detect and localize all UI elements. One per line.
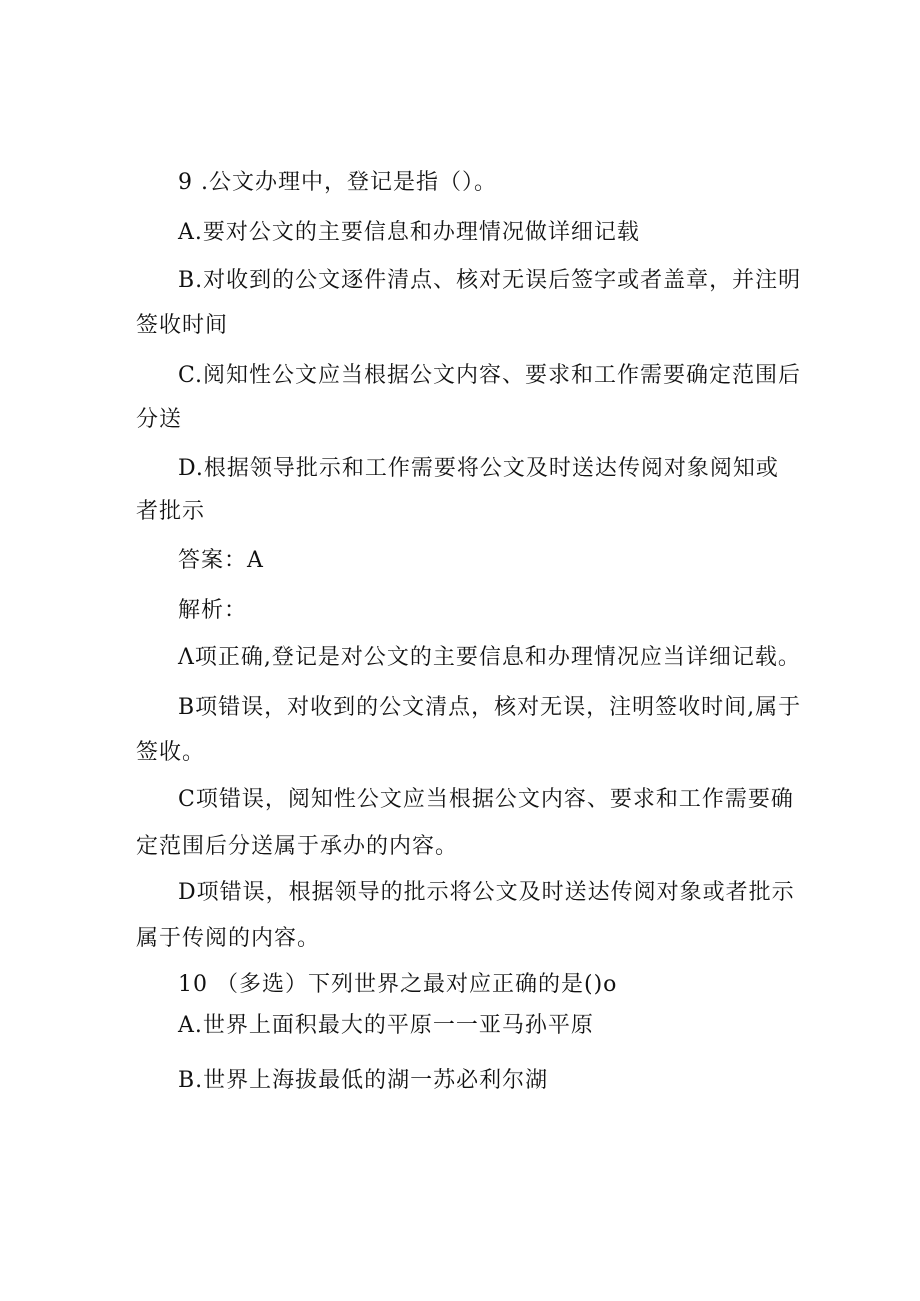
question-9-analysis-c-line-2: 定范围后分送属于承办的内容。: [136, 834, 459, 859]
question-9-analysis-a: Λ项正确,登记是对公文的主要信息和办理情况应当详细记载。: [178, 645, 801, 670]
question-9-answer: 答案：A: [178, 548, 264, 573]
question-9-option-d-line-2: 者批示: [136, 499, 206, 524]
question-9-stem: 9 .公文办理中，登记是指（）。: [178, 170, 497, 195]
question-9-analysis-d-line-2: 属于传阅的内容。: [136, 926, 321, 951]
question-9-option-c-line-2: 分送: [136, 407, 183, 432]
question-9-option-a: A.要对公文的主要信息和办理情况做详细记载: [178, 220, 640, 245]
question-9-analysis-b-line-2: 签收。: [136, 740, 206, 765]
question-9-analysis-label: 解析：: [178, 598, 248, 623]
question-9-analysis-d-line-1: D项错误，根据领导的批示将公文及时送达传阅对象或者批示: [178, 880, 795, 905]
question-9-analysis-b-line-1: B项错误，对收到的公文清点，核对无误，注明签收时间,属于: [178, 695, 802, 720]
question-9-analysis-c-line-1: C项错误，阅知性公文应当根据公文内容、要求和工作需要确: [178, 787, 794, 812]
question-10-option-b: B.世界上海拔最低的湖一苏必利尔湖: [178, 1068, 549, 1093]
question-9-option-c-line-1: C.阅知性公文应当根据公文内容、要求和工作需要确定范围后: [178, 363, 802, 388]
question-9-option-b-line-2: 签收时间: [136, 313, 229, 338]
question-9-option-b-line-1: B.对收到的公文逐件清点、核对无误后签字或者盖章，并注明: [178, 268, 802, 293]
question-10-option-a: A.世界上面积最大的平原一一亚马孙平原: [178, 1013, 594, 1038]
question-10-stem: 10 （多选）下列世界之最对应正确的是()o: [178, 972, 618, 997]
question-9-option-d-line-1: D.根据领导批示和工作需要将公文及时送达传阅对象阅知或: [178, 456, 779, 481]
